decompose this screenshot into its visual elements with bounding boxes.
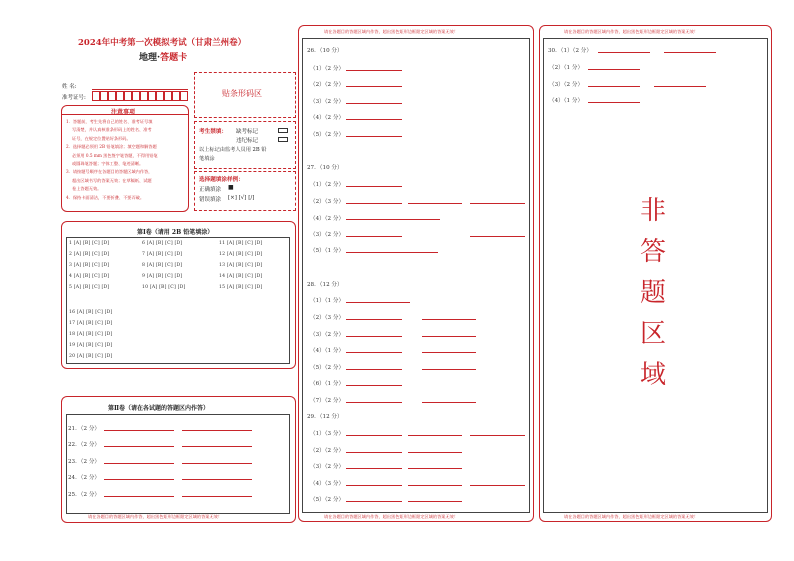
answer-line[interactable] (104, 430, 174, 431)
answer-line[interactable] (346, 86, 402, 87)
sub-question: （5）（2 分） (310, 365, 345, 371)
question-bubbles[interactable]: 10 [A] [B] [C] [D] (142, 285, 186, 290)
question-bubbles[interactable]: 14 [A] [B] [C] [D] (219, 274, 263, 279)
part1-title: 第Ⅰ卷（请用 2B 铅笔填涂） (137, 229, 214, 236)
question-bubbles[interactable]: 13 [A] [B] [C] [D] (219, 263, 263, 268)
answer-line[interactable] (104, 446, 174, 447)
answer-line[interactable] (182, 496, 252, 497)
answer-line[interactable] (422, 402, 476, 403)
answer-line[interactable] (470, 203, 525, 204)
sub-question: （1）（3 分） (310, 431, 345, 437)
question-bubbles[interactable]: 6 [A] [B] [C] [D] (142, 241, 183, 246)
note-line: 写清楚，并认真核准条形码上的姓名、准考 (72, 127, 152, 133)
question-bubbles[interactable]: 8 [A] [B] [C] [D] (142, 263, 183, 268)
question-bubbles[interactable]: 5 [A] [B] [C] [D] (69, 285, 110, 290)
sub-question: （1）（1 分） (310, 298, 345, 304)
answer-line[interactable] (346, 319, 402, 320)
warning-text: 请在各题目的答题区域内作答，超出黑色矩形边框限定区域的答案无效！ (324, 29, 459, 34)
question-bubbles[interactable]: 9 [A] [B] [C] [D] (142, 274, 183, 279)
warning-text: 请在各题目的答题区域内作答，超出黑色矩形边框限定区域的答案无效！ (564, 514, 699, 519)
violation-label: 违纪标记 (236, 138, 259, 144)
sub-question: （3）（2 分） (310, 99, 345, 105)
forbidden-note: 以上标记由监考人员用 2B 铅 (199, 147, 267, 153)
non-answer-char: 非 (640, 196, 667, 226)
note-line: 必须用 0.5 mm 黑色签字笔答题，不得用铅笔 (72, 152, 158, 158)
answer-line[interactable] (346, 203, 402, 204)
answer-line[interactable] (470, 435, 525, 436)
question-bubbles[interactable]: 19 [A] [B] [C] [D] (69, 343, 113, 348)
answer-line[interactable] (346, 70, 402, 71)
answer-line[interactable] (654, 86, 706, 87)
answer-line[interactable] (104, 479, 174, 480)
question-bubbles[interactable]: 11 [A] [B] [C] [D] (219, 241, 263, 246)
sub-question: （2）（3 分） (310, 199, 345, 205)
question-bubbles[interactable]: 12 [A] [B] [C] [D] (219, 252, 263, 257)
violation-checkbox[interactable] (278, 137, 288, 142)
id-digit-box[interactable] (156, 91, 164, 101)
answer-line[interactable] (346, 501, 402, 502)
sub-question: （3）（2 分） (310, 464, 345, 470)
forbidden-label: 考生禁填： (199, 129, 227, 135)
non-answer-char: 域 (640, 360, 667, 390)
note-line: 卷上答题无效。 (72, 186, 102, 192)
question-bubbles[interactable]: 16 [A] [B] [C] [D] (69, 310, 113, 315)
answer-line[interactable] (664, 52, 716, 53)
answer-line[interactable] (588, 102, 640, 103)
note-line: 超出区域书写的答案无效；在草稿纸、试题 (72, 177, 152, 183)
answer-line[interactable] (408, 452, 462, 453)
question-bubbles[interactable]: 2 [A] [B] [C] [D] (69, 252, 110, 257)
correct-label: 正确填涂 (199, 187, 222, 193)
answer-line[interactable] (422, 352, 476, 353)
note-line: 3．请按题号顺序在各题目的答题区域内作答， (66, 169, 153, 175)
sub-question: （2）（1 分） (549, 65, 584, 71)
note-line: 1．答题前，考生先将自己的姓名、准考证号填 (66, 119, 153, 124)
answer-line[interactable] (346, 485, 402, 486)
answer-line[interactable] (346, 103, 402, 104)
part2-title: 第Ⅱ卷（请在各试题的答题区内作答） (108, 405, 210, 412)
id-digit-box[interactable] (164, 91, 172, 101)
absent-checkbox[interactable] (278, 128, 288, 133)
question-bubbles[interactable]: 18 [A] [B] [C] [D] (69, 332, 113, 337)
answer-line[interactable] (408, 485, 462, 486)
correct-mark: ■ (228, 184, 234, 191)
name-field[interactable] (92, 89, 188, 90)
answer-line[interactable] (182, 479, 252, 480)
answer-line[interactable] (182, 446, 252, 447)
sub-question: （1）（2 分） (310, 66, 345, 72)
sub-question: （2）（3 分） (310, 315, 345, 321)
answer-line[interactable] (470, 485, 525, 486)
q28-title: 28．（12 分） (307, 282, 343, 288)
wrong-marks: [×] [√] [/] (228, 195, 255, 201)
question-label: 22．（2 分） (68, 442, 101, 448)
sub-question: （4）（2 分） (310, 115, 345, 121)
answer-line[interactable] (182, 463, 252, 464)
answer-line[interactable] (422, 319, 476, 320)
q29-title: 29．（12 分） (307, 414, 343, 420)
forbidden-note: 笔填涂 (199, 156, 215, 162)
answer-line[interactable] (408, 501, 462, 502)
answer-line[interactable] (346, 385, 402, 386)
answer-line[interactable] (346, 119, 402, 120)
warning-text: 请在各题目的答题区域内作答，超出黑色矩形边框限定区域的答案无效！ (564, 29, 699, 34)
answer-line[interactable] (422, 369, 476, 370)
answer-sheet-label: 答题卡 (160, 53, 188, 63)
id-digit-box[interactable] (180, 91, 188, 101)
answer-line[interactable] (104, 496, 174, 497)
sub-question: （2）（2 分） (310, 82, 345, 88)
note-line: 或圆珠笔答题；字体工整、笔迹清晰。 (72, 161, 144, 167)
question-label: 21．（2 分） (68, 426, 101, 432)
question-bubbles[interactable]: 17 [A] [B] [C] [D] (69, 321, 113, 326)
warning-text: 请在各题目的答题区域内作答，超出黑色矩形边框限定区域的答案无效！ (88, 514, 223, 519)
exam-title: 2024年中考第一次模拟考试（甘肃兰州卷） (78, 38, 247, 48)
answer-line[interactable] (346, 236, 402, 237)
non-answer-char: 区 (640, 319, 667, 349)
note-line: 证号，在规定位置贴好条形码。 (72, 135, 131, 141)
answer-line[interactable] (346, 468, 402, 469)
subject-title (139, 50, 187, 63)
sub-question: （4）（3 分） (310, 481, 345, 487)
id-digit-box[interactable] (140, 91, 148, 101)
sub-question: （3）（2 分） (310, 332, 345, 338)
answer-line[interactable] (408, 203, 462, 204)
id-digit-box[interactable] (172, 91, 180, 101)
answer-line[interactable] (346, 136, 402, 137)
id-digit-box[interactable] (132, 91, 140, 101)
id-digit-box[interactable] (116, 91, 124, 101)
question-label: 23．（2 分） (68, 459, 101, 465)
non-answer-char: 答 (640, 237, 667, 267)
question-bubbles[interactable]: 4 [A] [B] [C] [D] (69, 274, 110, 279)
answer-line[interactable] (346, 435, 402, 436)
question-bubbles[interactable]: 1 [A] [B] [C] [D] (69, 241, 110, 246)
question-label: 25．（2 分） (68, 492, 101, 498)
sub-question: （5）（2 分） (310, 132, 345, 138)
answer-line[interactable] (346, 336, 402, 337)
answer-line[interactable] (104, 463, 174, 464)
notes-list (66, 118, 158, 202)
answer-line[interactable] (408, 435, 462, 436)
warning-text: 请在各题目的答题区域内作答，超出黑色矩形边框限定区域的答案无效！ (324, 514, 459, 519)
q27-title: 27．（10 分） (307, 165, 343, 171)
answer-line[interactable] (598, 52, 650, 53)
sub-question: （6）（1 分） (310, 381, 345, 387)
subject-dot: · (157, 53, 161, 63)
id-label: 准考证号: (62, 95, 86, 101)
column2-inner (302, 38, 530, 513)
answer-line[interactable] (346, 352, 402, 353)
answer-line[interactable] (470, 236, 525, 237)
id-digit-box[interactable] (148, 91, 156, 101)
id-digit-box[interactable] (108, 91, 116, 101)
sub-question: （2）（2 分） (310, 448, 345, 454)
id-boxes[interactable] (92, 91, 188, 101)
answer-line[interactable] (408, 468, 462, 469)
answer-line[interactable] (346, 302, 410, 303)
answer-line[interactable] (346, 452, 402, 453)
id-digit-box[interactable] (100, 91, 108, 101)
q26-title: 26．（10 分） (307, 48, 343, 54)
answer-line[interactable] (422, 336, 476, 337)
answer-line[interactable] (588, 86, 640, 87)
sample-title: 选择题填涂样例： (199, 177, 244, 183)
answer-line[interactable] (346, 369, 402, 370)
sub-question: （3）（2 分） (310, 232, 345, 238)
name-label: 姓 名: (62, 84, 77, 90)
answer-line[interactable] (182, 430, 252, 431)
id-digit-box[interactable] (92, 91, 100, 101)
subject-name: 地理 (139, 53, 158, 63)
sub-question: （4）（2 分） (310, 216, 345, 222)
sub-question: （5）（2 分） (310, 497, 345, 503)
barcode-label: 贴条形码区 (222, 89, 262, 98)
answer-line[interactable] (346, 252, 438, 253)
sub-question: （5）（1 分） (310, 248, 345, 254)
note-line: 2．选择题必须用 2B 铅笔填涂；填空题和解答题 (66, 144, 157, 150)
id-digit-box[interactable] (124, 91, 132, 101)
answer-line[interactable] (588, 69, 640, 70)
question-bubbles[interactable]: 7 [A] [B] [C] [D] (142, 252, 183, 257)
sub-question: （4）（1 分） (310, 348, 345, 354)
sub-question: （1）（2 分） (310, 182, 345, 188)
absent-label: 缺考标记 (236, 129, 259, 135)
column3-inner (543, 38, 768, 513)
sub-question: （7）（2 分） (310, 398, 345, 404)
question-label: 24．（2 分） (68, 475, 101, 481)
question-bubbles[interactable]: 20 [A] [B] [C] [D] (69, 354, 113, 359)
question-bubbles[interactable]: 3 [A] [B] [C] [D] (69, 263, 110, 268)
question-bubbles[interactable]: 15 [A] [B] [C] [D] (219, 285, 263, 290)
wrong-label: 错误填涂 (199, 197, 222, 203)
non-answer-char: 题 (640, 278, 667, 308)
sub-question: （4）（1 分） (549, 98, 584, 104)
answer-line[interactable] (346, 186, 402, 187)
answer-line[interactable] (346, 219, 440, 220)
note-line: 4．保持卡面清洁，不要折叠、不要弄破。 (66, 194, 145, 200)
answer-line[interactable] (346, 402, 402, 403)
q30-title: 30．（1）（2 分） (548, 48, 592, 54)
sub-question: （3）（2 分） (549, 82, 584, 88)
notes-title: 注意事项 (111, 109, 136, 116)
